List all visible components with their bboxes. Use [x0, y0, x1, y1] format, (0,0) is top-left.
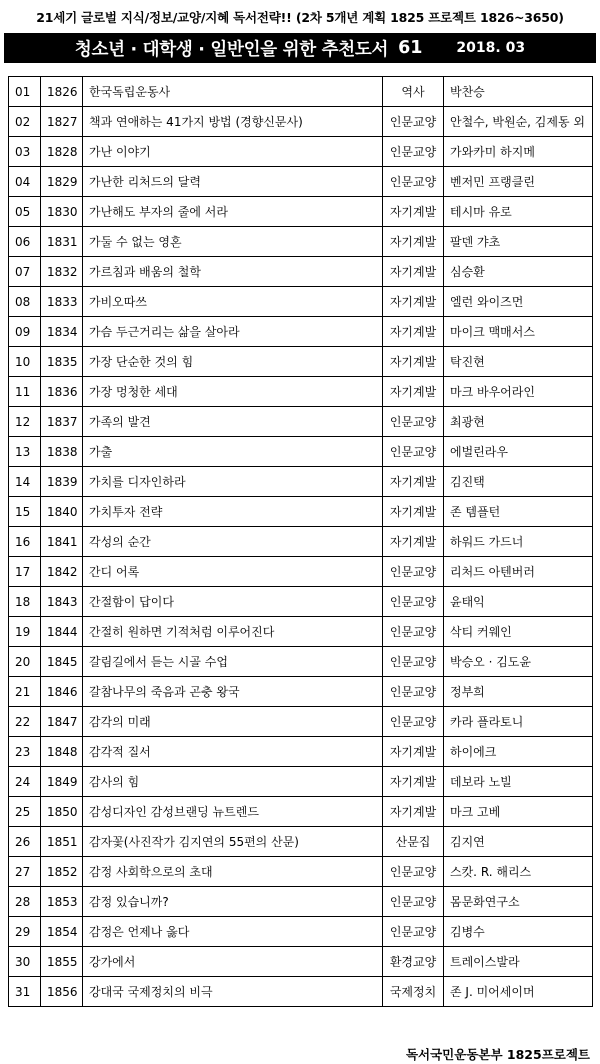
book-category-cell: 환경교양	[383, 947, 444, 977]
book-category-cell: 인문교양	[383, 107, 444, 137]
book-id-cell: 1847	[41, 707, 83, 737]
book-title-cell: 가난 이야기	[83, 137, 383, 167]
book-id-cell: 1845	[41, 647, 83, 677]
book-category-cell: 인문교양	[383, 647, 444, 677]
book-number-cell: 30	[9, 947, 41, 977]
book-id-cell: 1826	[41, 77, 83, 107]
book-category-cell: 자기계발	[383, 347, 444, 377]
book-author-cell: 탁진현	[444, 347, 593, 377]
header-subtitle: 21세기 글로벌 지식/정보/교양/지혜 독서전략!! (2차 5개년 계획 1825 프로젝트 1826~3650)	[36, 10, 564, 25]
book-title-cell: 각성의 순간	[83, 527, 383, 557]
book-author-cell: 엘런 와이즈먼	[444, 287, 593, 317]
book-number-cell: 12	[9, 407, 41, 437]
book-author-cell: 삭티 커웨인	[444, 617, 593, 647]
table-row	[9, 797, 593, 827]
table-row	[9, 737, 593, 767]
table-row	[9, 407, 593, 437]
banner-date: 2018. 03	[456, 40, 526, 56]
table-row	[9, 257, 593, 287]
book-author-cell: 리처드 아텐버러	[444, 557, 593, 587]
book-author-cell: 김진택	[444, 467, 593, 497]
book-number-cell: 08	[9, 287, 41, 317]
book-number-cell: 02	[9, 107, 41, 137]
book-category-cell: 인문교양	[383, 917, 444, 947]
book-id-cell: 1840	[41, 497, 83, 527]
book-author-cell: 벤저민 프랭클린	[444, 167, 593, 197]
book-category-cell: 자기계발	[383, 797, 444, 827]
book-author-cell: 박찬승	[444, 77, 593, 107]
table-row	[9, 197, 593, 227]
book-category-cell: 역사	[383, 77, 444, 107]
book-title-cell: 가출	[83, 437, 383, 467]
book-author-cell: 스캇. R. 해리스	[444, 857, 593, 887]
book-author-cell: 하워드 가드너	[444, 527, 593, 557]
book-id-cell: 1838	[41, 437, 83, 467]
book-author-cell: 김병수	[444, 917, 593, 947]
table-row	[9, 887, 593, 917]
table-row	[9, 767, 593, 797]
book-author-cell: 마크 고베	[444, 797, 593, 827]
book-category-cell: 인문교양	[383, 857, 444, 887]
book-number-cell: 03	[9, 137, 41, 167]
book-title-cell: 가치투자 전략	[83, 497, 383, 527]
book-author-cell: 하이에크	[444, 737, 593, 767]
book-category-cell: 인문교양	[383, 557, 444, 587]
book-category-cell: 인문교양	[383, 407, 444, 437]
book-author-cell: 심승환	[444, 257, 593, 287]
book-title-cell: 갈림길에서 듣는 시골 수업	[83, 647, 383, 677]
book-number-cell: 26	[9, 827, 41, 857]
book-id-cell: 1855	[41, 947, 83, 977]
table-row	[9, 677, 593, 707]
table-row	[9, 857, 593, 887]
book-category-cell: 인문교양	[383, 587, 444, 617]
book-author-cell: 에벌린라우	[444, 437, 593, 467]
book-number-cell: 07	[9, 257, 41, 287]
banner-title: 청소년 · 대학생 · 일반인을 위한 추천도서	[74, 39, 389, 60]
table-row	[9, 467, 593, 497]
book-id-cell: 1852	[41, 857, 83, 887]
book-number-cell: 13	[9, 437, 41, 467]
book-title-cell: 감정은 언제나 옳다	[83, 917, 383, 947]
book-category-cell: 산문집	[383, 827, 444, 857]
table-row	[9, 527, 593, 557]
book-category-cell: 자기계발	[383, 737, 444, 767]
table-row	[9, 827, 593, 857]
book-id-cell: 1831	[41, 227, 83, 257]
table-row	[9, 917, 593, 947]
table-row	[9, 347, 593, 377]
book-title-cell: 간디 어록	[83, 557, 383, 587]
footer-credit: 독서국민운동본부 1825프로젝트	[405, 1047, 590, 1062]
book-title-cell: 감사의 힘	[83, 767, 383, 797]
table-row	[9, 287, 593, 317]
book-author-cell: 데보라 노빌	[444, 767, 593, 797]
book-title-cell: 감자꽃(사진작가 김지연의 55편의 산문)	[83, 827, 383, 857]
book-number-cell: 01	[9, 77, 41, 107]
book-title-cell: 가장 단순한 것의 힘	[83, 347, 383, 377]
book-id-cell: 1832	[41, 257, 83, 287]
book-id-cell: 1851	[41, 827, 83, 857]
book-author-cell: 박승오 · 김도윤	[444, 647, 593, 677]
book-title-cell: 한국독립운동사	[83, 77, 383, 107]
book-title-cell: 감정 있습니까?	[83, 887, 383, 917]
book-category-cell: 자기계발	[383, 257, 444, 287]
book-id-cell: 1842	[41, 557, 83, 587]
book-number-cell: 20	[9, 647, 41, 677]
book-number-cell: 04	[9, 167, 41, 197]
book-number-cell: 11	[9, 377, 41, 407]
book-number-cell: 21	[9, 677, 41, 707]
table-row	[9, 587, 593, 617]
book-category-cell: 인문교양	[383, 887, 444, 917]
book-category-cell: 자기계발	[383, 287, 444, 317]
book-title-cell: 가비오따쓰	[83, 287, 383, 317]
table-row	[9, 557, 593, 587]
book-id-cell: 1828	[41, 137, 83, 167]
book-title-cell: 감각의 미래	[83, 707, 383, 737]
table-row	[9, 647, 593, 677]
book-id-cell: 1856	[41, 977, 83, 1007]
book-id-cell: 1844	[41, 617, 83, 647]
book-author-cell: 안철수, 박원순, 김제동 외	[444, 107, 593, 137]
table-row	[9, 977, 593, 1007]
book-category-cell: 인문교양	[383, 137, 444, 167]
book-number-cell: 31	[9, 977, 41, 1007]
book-category-cell: 자기계발	[383, 497, 444, 527]
book-id-cell: 1834	[41, 317, 83, 347]
book-title-cell: 가치를 디자인하라	[83, 467, 383, 497]
book-title-cell: 간절함이 답이다	[83, 587, 383, 617]
book-id-cell: 1854	[41, 917, 83, 947]
book-id-cell: 1853	[41, 887, 83, 917]
table-row	[9, 137, 593, 167]
book-id-cell: 1829	[41, 167, 83, 197]
book-title-cell: 가르침과 배움의 철학	[83, 257, 383, 287]
book-number-cell: 06	[9, 227, 41, 257]
book-author-cell: 팔덴 갸초	[444, 227, 593, 257]
book-number-cell: 23	[9, 737, 41, 767]
book-author-cell: 최광현	[444, 407, 593, 437]
book-id-cell: 1836	[41, 377, 83, 407]
table-row	[9, 317, 593, 347]
book-id-cell: 1846	[41, 677, 83, 707]
book-author-cell: 마이크 맥매서스	[444, 317, 593, 347]
book-category-cell: 자기계발	[383, 317, 444, 347]
book-title-cell: 가둘 수 없는 영혼	[83, 227, 383, 257]
book-number-cell: 18	[9, 587, 41, 617]
table-row	[9, 167, 593, 197]
book-author-cell: 마크 바우어라인	[444, 377, 593, 407]
book-category-cell: 자기계발	[383, 377, 444, 407]
book-number-cell: 10	[9, 347, 41, 377]
book-id-cell: 1850	[41, 797, 83, 827]
book-title-cell: 갈참나무의 죽음과 곤충 왕국	[83, 677, 383, 707]
table-row	[9, 227, 593, 257]
book-category-cell: 자기계발	[383, 767, 444, 797]
book-id-cell: 1835	[41, 347, 83, 377]
book-title-cell: 가족의 발견	[83, 407, 383, 437]
book-category-cell: 인문교양	[383, 437, 444, 467]
book-number-cell: 16	[9, 527, 41, 557]
book-number-cell: 25	[9, 797, 41, 827]
book-number-cell: 28	[9, 887, 41, 917]
book-id-cell: 1841	[41, 527, 83, 557]
book-category-cell: 인문교양	[383, 707, 444, 737]
table-row	[9, 947, 593, 977]
book-table-body	[9, 77, 593, 1007]
banner-number: 61	[398, 38, 423, 58]
book-author-cell: 윤태익	[444, 587, 593, 617]
book-title-cell: 감성디자인 감성브랜딩 뉴트렌드	[83, 797, 383, 827]
book-number-cell: 14	[9, 467, 41, 497]
table-row	[9, 77, 593, 107]
book-number-cell: 17	[9, 557, 41, 587]
book-id-cell: 1848	[41, 737, 83, 767]
book-title-cell: 강가에서	[83, 947, 383, 977]
book-author-cell: 가와카미 하지메	[444, 137, 593, 167]
book-id-cell: 1843	[41, 587, 83, 617]
book-number-cell: 05	[9, 197, 41, 227]
book-title-cell: 가슴 두근거리는 삶을 살아라	[83, 317, 383, 347]
book-id-cell: 1830	[41, 197, 83, 227]
book-number-cell: 24	[9, 767, 41, 797]
book-author-cell: 카라 플라토니	[444, 707, 593, 737]
table-row	[9, 107, 593, 137]
book-title-cell: 가난한 리처드의 달력	[83, 167, 383, 197]
book-title-cell: 감각적 질서	[83, 737, 383, 767]
book-category-cell: 자기계발	[383, 197, 444, 227]
book-number-cell: 15	[9, 497, 41, 527]
book-id-cell: 1827	[41, 107, 83, 137]
table-row	[9, 497, 593, 527]
book-category-cell: 인문교양	[383, 167, 444, 197]
book-id-cell: 1833	[41, 287, 83, 317]
book-category-cell: 인문교양	[383, 677, 444, 707]
book-id-cell: 1849	[41, 767, 83, 797]
book-number-cell: 27	[9, 857, 41, 887]
table-row	[9, 617, 593, 647]
book-number-cell: 22	[9, 707, 41, 737]
book-title-cell: 책과 연애하는 41가지 방법 (경향신문사)	[83, 107, 383, 137]
book-author-cell: 정부희	[444, 677, 593, 707]
book-id-cell: 1837	[41, 407, 83, 437]
book-table	[8, 76, 593, 1007]
book-author-cell: 존 J. 미어세이머	[444, 977, 593, 1007]
book-title-cell: 가난해도 부자의 줄에 서라	[83, 197, 383, 227]
title-banner	[4, 33, 596, 63]
book-author-cell: 트레이스발라	[444, 947, 593, 977]
book-number-cell: 09	[9, 317, 41, 347]
book-category-cell: 국제정치	[383, 977, 444, 1007]
book-title-cell: 가장 멍청한 세대	[83, 377, 383, 407]
book-category-cell: 자기계발	[383, 467, 444, 497]
book-author-cell: 김지연	[444, 827, 593, 857]
table-row	[9, 377, 593, 407]
table-row	[9, 437, 593, 467]
book-id-cell: 1839	[41, 467, 83, 497]
book-author-cell: 존 템플턴	[444, 497, 593, 527]
book-category-cell: 자기계발	[383, 227, 444, 257]
book-author-cell: 몸문화연구소	[444, 887, 593, 917]
book-number-cell: 29	[9, 917, 41, 947]
book-category-cell: 자기계발	[383, 527, 444, 557]
book-title-cell: 감정 사회학으로의 초대	[83, 857, 383, 887]
table-row	[9, 707, 593, 737]
book-title-cell: 강대국 국제정치의 비극	[83, 977, 383, 1007]
book-author-cell: 테시마 유로	[444, 197, 593, 227]
book-category-cell: 인문교양	[383, 617, 444, 647]
book-number-cell: 19	[9, 617, 41, 647]
book-title-cell: 간절히 원하면 기적처럼 이루어진다	[83, 617, 383, 647]
